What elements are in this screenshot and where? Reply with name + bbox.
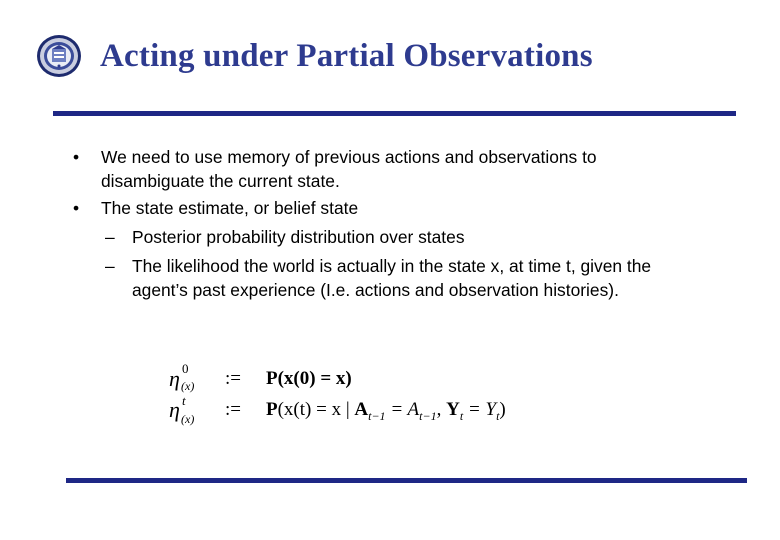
formula-line-2 xyxy=(169,393,506,426)
superscript: t xyxy=(182,393,186,408)
sub-bullet-text: agent’s past experience (I.e. actions and observation histories). xyxy=(132,279,619,300)
bullet-marker: • xyxy=(72,198,80,218)
title-divider xyxy=(53,111,736,116)
formula-rhs: P(x(0) = x) xyxy=(266,368,352,389)
sub-bullet-text: Posterior probability distribution over states xyxy=(132,227,465,247)
subscript: (x) xyxy=(181,379,195,393)
footer-divider xyxy=(66,478,747,483)
belief-state-formula xyxy=(165,358,625,434)
bullet-text: We need to use memory of previous actions and observations to xyxy=(101,147,597,167)
sub-bullet-marker: – xyxy=(105,227,115,247)
formula-rhs: P(x(t) = x | $A_{t-1} = A_{t-1}$, $Y_t = Y_t$) xyxy=(266,399,506,423)
assign-operator: := xyxy=(225,368,241,389)
bullet-marker: • xyxy=(72,147,80,167)
bullet-text: The state estimate, or belief state xyxy=(101,198,359,218)
assign-operator: := xyxy=(225,399,241,420)
formula-line-1 xyxy=(169,361,352,393)
university-seal-logo xyxy=(35,33,83,79)
bullet-text: disambiguate the current state. xyxy=(101,170,340,191)
slide-title: Acting under Partial Observations xyxy=(100,38,593,74)
eta-symbol: η xyxy=(169,397,180,422)
sub-bullet-text: The likelihood the world is actually in the state x, at time t, given the xyxy=(132,256,652,276)
sub-bullet-marker: – xyxy=(105,256,115,276)
eta-symbol: η xyxy=(169,366,180,391)
subscript: (x) xyxy=(181,412,195,426)
superscript: 0 xyxy=(182,361,189,376)
